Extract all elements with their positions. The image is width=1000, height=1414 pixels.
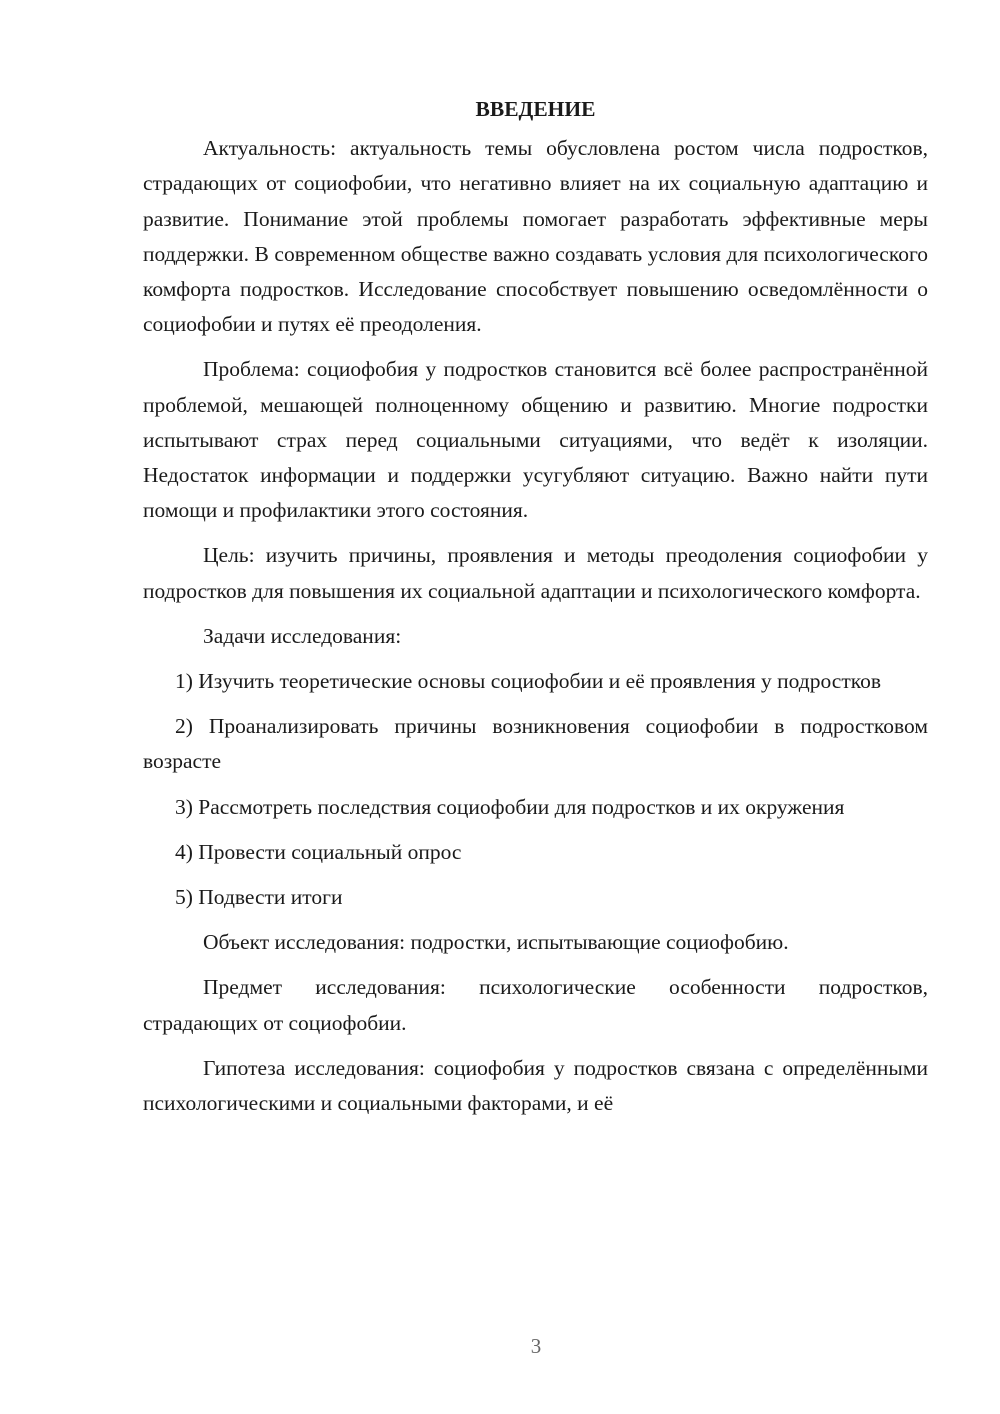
relevance-paragraph: Актуальность: актуальность темы обусловлена ростом числа подростков, страдающих от социофобии, что негативно влияет на их социальную адаптацию и развитие. Понимание этой проблемы помогает разработать эффективные меры поддержки. В современном обществе важно создавать условия для психологического комфорта подростков. Исследование способствует повышению осведомлённости о социофобии и путях её преодоления.	[143, 136, 928, 337]
subject-paragraph: Предмет исследования: психологические особенности подростков, страдающих от социофобии.	[143, 975, 928, 1035]
task-item: 3) Рассмотреть последствия социофобии для подростков и их окружения	[175, 794, 845, 819]
goal-paragraph: Цель: изучить причины, проявления и методы преодоления социофобии у подростков для повышения их социальной адаптации и психологического комфорта.	[143, 543, 928, 603]
problem-paragraph: Проблема: социофобия у подростков становится всё более распространённой проблемой, мешающей полноценному общению и развитию. Многие подростки испытывают страх перед социальными ситуациями, что ведёт к изоляции. Недостаток информации и поддержки усугубляют ситуацию. Важно найти пути помощи и профилактики этого состояния.	[143, 357, 928, 523]
section-title: ВВЕДЕНИЕ	[475, 97, 596, 121]
object-paragraph: Объект исследования: подростки, испытывающие социофобию.	[203, 930, 789, 955]
task-item: 5) Подвести итоги	[175, 885, 343, 910]
tasks-heading: Задачи исследования:	[203, 623, 402, 648]
page-number: 3	[530, 1334, 542, 1358]
hypothesis-paragraph: Гипотеза исследования: социофобия у подростков связана с определёнными психологическими и социальными факторами, и её	[143, 1055, 928, 1116]
document-page	[143, 92, 928, 1131]
task-item: 2) Проанализировать причины возникновения социофобии в подростковом возрасте	[143, 714, 928, 774]
task-item: 4) Провести социальный опрос	[175, 839, 462, 864]
task-item: 1) Изучить теоретические основы социофобии и её проявления у подростков	[175, 669, 881, 694]
